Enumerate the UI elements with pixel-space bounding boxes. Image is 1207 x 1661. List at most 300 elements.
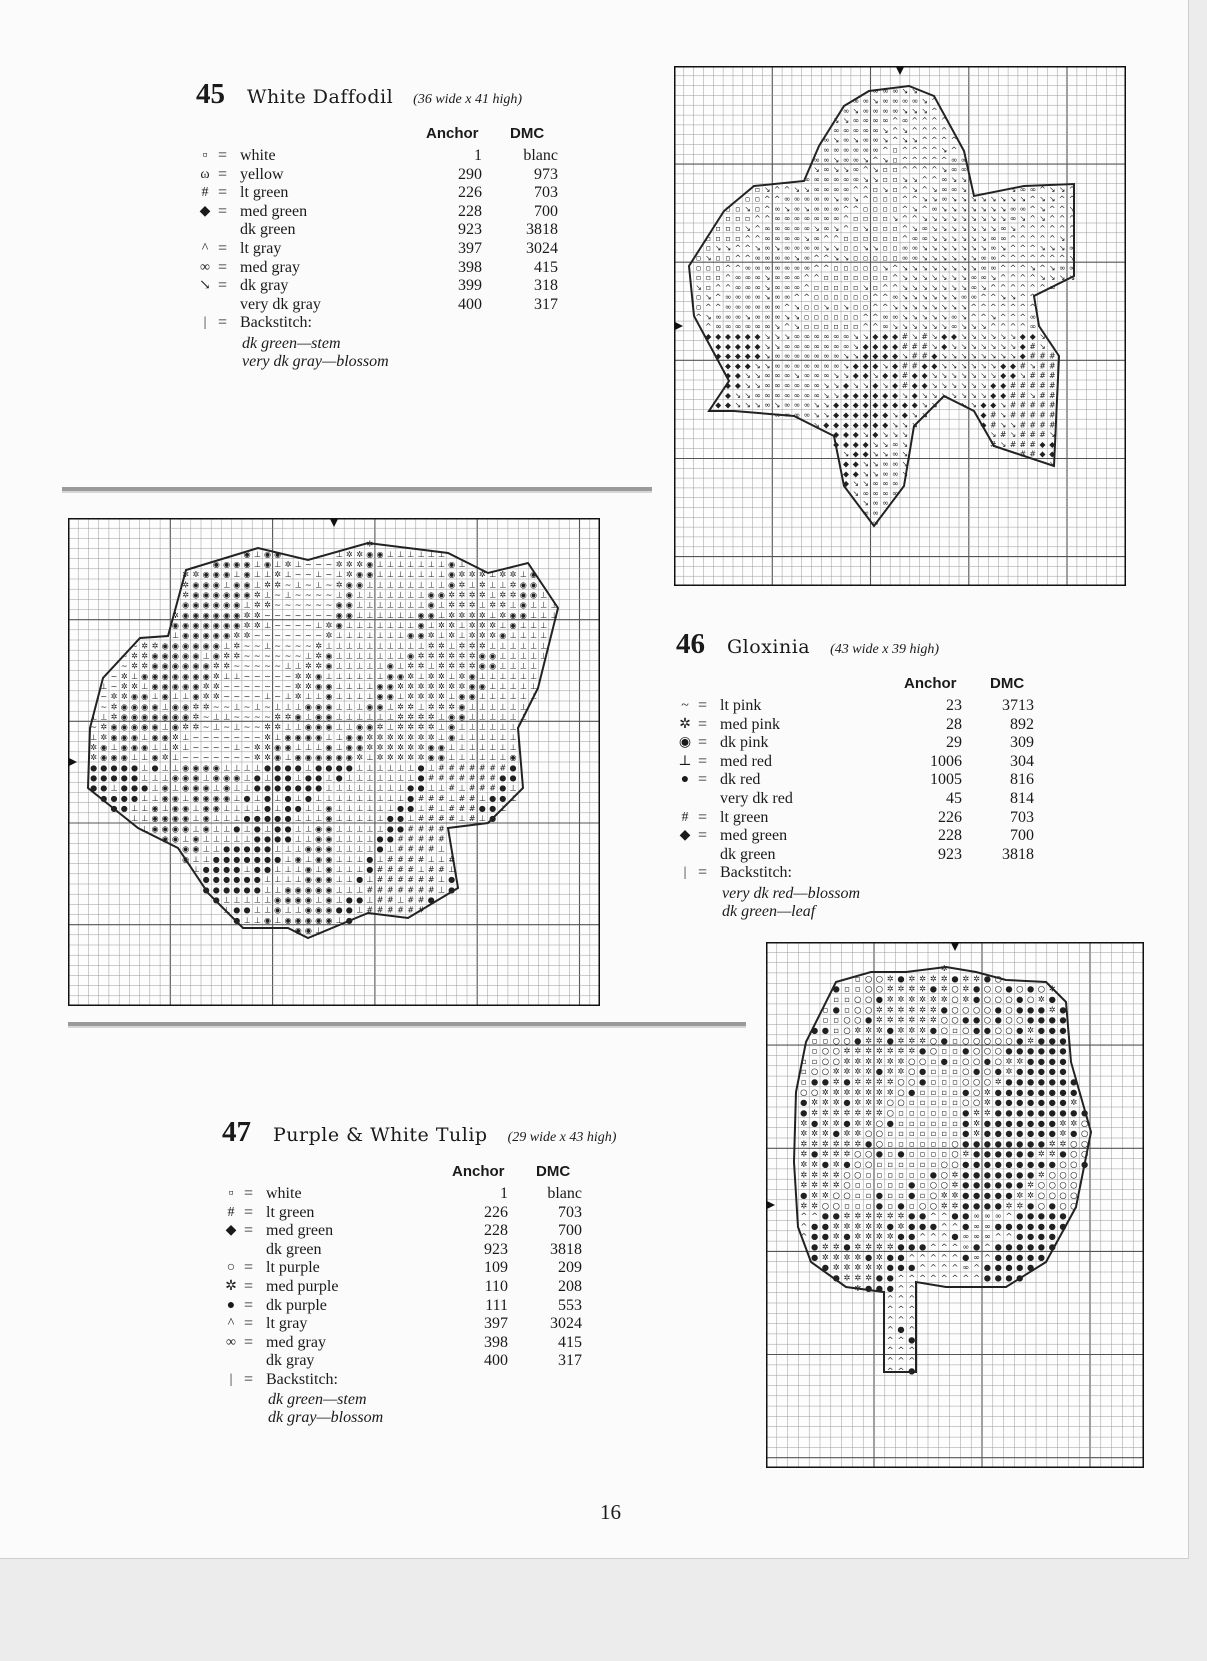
stitch-symbol: ▫ [862,253,869,263]
stitch-symbol: ∞ [999,224,1007,233]
stitch-symbol: ⊥ [396,650,405,661]
stitch-symbol: ✲ [821,1117,829,1128]
stitch-symbol: ⊥ [376,853,384,864]
stitch-symbol: ● [478,803,486,813]
stitch-symbol: ^ [783,184,791,194]
stitch-symbol: ⊥ [345,843,353,854]
key-row [676,809,1076,827]
stitch-symbol: ⊥ [335,782,343,793]
stitch-symbol: ✲ [897,983,905,994]
stitch-symbol: ↘ [793,302,801,312]
stitch-symbol: ✲ [386,752,394,763]
stitch-symbol: ↘ [931,341,938,351]
stitch-symbol: ⊥ [468,731,476,742]
stitch-symbol: # [468,792,476,803]
stitch-symbol: ● [212,853,220,864]
stitch-symbol: ▫ [952,1055,958,1066]
stitch-symbol: ∞ [872,518,879,528]
stitch-symbol: ⊥ [396,792,405,803]
stitch-symbol: ^ [983,1251,991,1262]
stitch-symbol: ⊥ [437,853,445,864]
stitch-symbol: ^ [1009,312,1017,322]
stitch-symbol: ✲ [865,1220,873,1231]
stitch-symbol: ⊥ [182,792,190,803]
stitch-symbol: ▫ [952,1035,958,1046]
stitch-symbol: ● [1037,1210,1046,1221]
stitch-symbol: ^ [891,125,899,135]
stitch-symbol: ^ [882,292,889,302]
stitch-symbol: ○ [821,1200,830,1211]
stitch-symbol: ∞ [872,135,879,145]
stitch-symbol: ● [983,1169,992,1180]
stitch-symbol: ● [366,853,374,864]
stitch-symbol: ↘ [823,381,830,390]
stitch-symbol: ● [962,1251,970,1262]
stitch-symbol: ● [1005,1251,1013,1262]
stitch-symbol: ⊥ [345,884,353,895]
stitch-symbol: ▫ [823,273,829,283]
stitch-symbol: ↘ [940,204,948,214]
stitch-symbol: ↘ [931,282,938,292]
stitch-symbol: ✲ [1016,1055,1024,1066]
stitch-symbol: ∞ [823,361,830,371]
stitch-symbol: ◆ [852,439,859,449]
stitch-symbol: ⊥ [407,548,415,559]
stitch-symbol: ● [335,772,343,783]
stitch-symbol: ∞ [970,273,977,283]
stitch-symbol: # [1049,390,1056,400]
stitch-symbol: ● [489,792,497,803]
stitch-symbol: ◉ [202,609,210,620]
stitch-symbol: ~ [212,701,220,712]
anchor-number: 28 [946,715,962,733]
stitch-symbol: ▫ [735,233,741,243]
stitch-symbol: ▫ [876,1169,883,1180]
color-name: lt gray [266,1315,308,1333]
stitch-symbol: ∞ [793,410,801,420]
stitch-symbol: # [397,874,404,885]
stitch-symbol: ○ [843,1179,851,1190]
stitch-symbol: ○ [1048,1179,1056,1190]
stitch-symbol: ✲ [458,589,466,600]
stitch-symbol: ◉ [192,772,200,783]
stitch-symbol: ⊥ [335,884,343,895]
stitch-symbol: ✲ [875,1045,883,1056]
stitch-symbol: ∞ [813,381,820,390]
stitch-symbol: ^ [1009,322,1017,332]
stitch-symbol: ⊥ [519,569,527,580]
stitch-symbol: ◆ [882,351,889,361]
stitch-symbol: ● [120,762,128,773]
stitch-symbol: ↘ [970,243,977,253]
stitch-symbol: ∞ [901,243,909,253]
stitch-symbol: ^ [811,1210,819,1221]
stitch-symbol: ⊥ [335,630,343,641]
divider-rule-middle [68,1022,746,1028]
stitch-symbol: ∞ [773,224,781,233]
stitch-symbol: ↘ [911,175,918,184]
stitch-symbol: # [417,813,425,824]
stitch-symbol: ✲ [962,994,970,1004]
stitch-symbol: ⊥ [356,599,364,610]
stitch-symbol: ⊥ [284,843,292,854]
stitch-symbol: ⊥ [437,599,445,610]
stitch-symbol: ↘ [891,420,899,430]
equals-sign: = [698,752,708,770]
stitch-symbol: ∞ [852,155,860,165]
stitch-symbol: ○ [897,1086,905,1097]
stitch-symbol: ✲ [407,681,415,691]
stitch-symbol: ▫ [952,1086,958,1097]
chart-symbol: ◆ [225,1223,237,1239]
stitch-symbol: ⊥ [274,843,282,854]
stitch-symbol: ^ [931,96,938,106]
stitch-symbol: ∞ [803,332,810,341]
stitch-symbol: ^ [950,135,958,145]
stitch-symbol: ^ [800,1220,808,1231]
stitch-symbol: ◉ [325,813,333,824]
stitch-symbol: ✲ [832,1148,840,1159]
stitch-symbol: ⊥ [366,579,374,590]
color-name: dk gray [266,1352,315,1370]
stitch-symbol: ● [1048,1107,1056,1118]
stitch-symbol: # [427,803,435,813]
stitch-symbol: ⊥ [366,630,374,641]
key-row [676,864,1076,882]
stitch-symbol: ▫ [862,302,869,312]
stitch-symbol: ~ [264,650,271,661]
stitch-symbol: ● [908,1365,916,1376]
stitch-symbol: ▫ [882,224,888,233]
stitch-symbol: ▫ [823,312,829,322]
stitch-symbol: ● [886,1025,894,1035]
dmc-number: 309 [1010,734,1034,752]
stitch-symbol: ↘ [960,390,968,400]
stitch-symbol: ⊥ [386,843,394,854]
stitch-symbol: ● [929,1169,938,1180]
stitch-symbol: ^ [886,1324,894,1335]
stitch-symbol: ◆ [862,400,869,410]
stitch-symbol: ● [1005,1272,1013,1283]
stitch-symbol: ∞ [813,361,820,371]
stitch-symbol: ↘ [931,273,938,283]
stitch-symbol: ◉ [141,711,149,722]
stitch-symbol: ⊥ [243,599,251,610]
stitch-symbol: ↘ [999,341,1007,351]
stitch-symbol: ⊥ [366,609,374,620]
stitch-symbol: ⊥ [263,904,272,915]
stitch-symbol: ● [983,1138,992,1149]
stitch-symbol: ⊥ [396,640,405,651]
chart-symbol: ✲ [679,716,691,732]
stitch-symbol: ● [1048,1035,1056,1046]
stitch-symbol: ⊥ [499,681,507,691]
stitch-symbol: ⊥ [253,559,261,569]
color-name: med pink [720,715,780,733]
stitch-symbol: ◉ [325,823,333,834]
key-row [196,221,596,239]
stitch-symbol: ∞ [980,253,987,263]
stitch-symbol: ▫ [887,1179,894,1190]
stitch-symbol: ◉ [304,874,312,885]
stitch-symbol: # [407,894,415,905]
stitch-symbol: ∞ [783,243,791,253]
stitch-symbol: ^ [764,204,771,214]
stitch-symbol: ● [1059,1148,1067,1159]
stitch-symbol: ∞ [960,292,968,302]
stitch-symbol: ~ [294,640,302,651]
stitch-symbol: ▫ [800,1066,807,1077]
stitch-symbol: ◆ [823,420,830,430]
stitch-symbol: ● [972,1179,981,1190]
stitch-symbol: ● [832,1210,840,1221]
stitch-symbol: ▫ [853,292,859,302]
stitch-symbol: ⊥ [478,742,486,752]
stitch-symbol: ↘ [1019,214,1027,224]
stitch-symbol: ● [386,833,394,844]
stitch-symbol: ○ [800,1086,808,1097]
stitch-symbol: ◉ [356,742,364,752]
key-header [196,78,596,111]
stitch-symbol: ∞ [754,282,761,292]
stitch-symbol: ● [253,833,261,844]
stitch-symbol: ⊥ [345,823,353,834]
stitch-symbol: ↘ [901,439,909,449]
stitch-symbol: ↘ [960,214,968,224]
stitch-symbol: ^ [754,224,761,233]
color-name: lt green [720,808,769,826]
stitch-symbol: ○ [962,1097,970,1108]
stitch-symbol: ● [130,772,139,783]
stitch-symbol: ◉ [315,711,323,722]
stitch-symbol: # [438,864,445,874]
stitch-symbol: ∞ [990,233,997,243]
stitch-symbol: ∞ [783,292,791,302]
stitch-symbol: ● [994,1262,1002,1273]
stitch-symbol: ○ [864,983,873,994]
stitch-symbol: ↘ [990,194,997,204]
stitch-symbol: # [438,833,445,844]
stitch-symbol: ◆ [882,390,889,400]
stitch-symbol: ✲ [172,742,179,752]
stitch-symbol: ✲ [407,742,415,752]
stitch-symbol: ∞ [813,175,820,184]
stitch-symbol: ^ [901,184,909,194]
color-name: med red [720,752,772,770]
stitch-symbol: ∞ [950,312,958,322]
stitch-symbol: ⊥ [396,579,405,590]
stitch-symbol: ⊥ [437,579,445,590]
stitch-symbol: ○ [951,1014,959,1025]
stitch-symbol: ◉ [120,721,128,732]
stitch-symbol: ✲ [854,1086,862,1097]
stitch-symbol: ⊥ [407,762,415,773]
stitch-symbol: ^ [901,194,909,204]
key-row [676,827,1076,845]
stitch-symbol: ○ [1059,1200,1067,1211]
stitch-symbol: ✲ [448,660,456,671]
stitch-symbol: # [1039,361,1046,371]
stitch-symbol: ✲ [458,681,466,691]
stitch-symbol: ↘ [980,322,987,332]
stitch-symbol: ^ [800,1231,808,1242]
stitch-symbol: ✲ [120,681,128,691]
stitch-symbol: ✲ [499,569,507,580]
backstitch-note: dk green—leaf [722,903,816,920]
stitch-symbol: ⊥ [366,874,374,885]
stitch-symbol: ● [120,772,128,783]
stitch-symbol: ↘ [1009,332,1017,341]
stitch-symbol: # [1019,361,1027,371]
stitch-symbol: ● [1059,1086,1067,1097]
stitch-symbol: ✲ [929,994,937,1004]
stitch-symbol: ● [1016,1076,1024,1087]
stitch-symbol: # [397,833,404,844]
stitch-symbol: ~ [192,731,200,742]
stitch-symbol: ✲ [223,660,230,671]
stitch-symbol: ● [90,782,98,793]
stitch-symbol: ⊥ [356,904,364,915]
stitch-symbol: ↘ [999,214,1007,224]
stitch-symbol: ⊥ [407,589,415,600]
color-name: dk purple [266,1296,327,1314]
stitch-symbol: ⊥ [356,803,364,813]
stitch-symbol: ⊥ [489,681,497,691]
stitch-symbol: ● [345,914,353,925]
stitch-symbol: ◉ [325,803,333,813]
stitch-symbol: ⊥ [171,762,179,773]
stitch-symbol: ↘ [940,361,948,371]
stitch-symbol: ∞ [901,253,909,263]
stitch-symbol: ◉ [161,813,169,824]
stitch-symbol: ↘ [842,302,850,312]
stitch-symbol: # [397,904,404,915]
stitch-symbol: ◆ [715,351,722,361]
stitch-symbol: ⊥ [366,762,374,773]
stitch-symbol: ⊥ [212,843,220,854]
stitch-symbol: ^ [931,175,938,184]
stitch-symbol: ▫ [941,1066,948,1077]
stitch-symbol: ↘ [990,351,997,361]
stitch-symbol: # [438,772,445,783]
anchor-number: 226 [484,1203,508,1221]
stitch-symbol: ⊥ [335,914,343,925]
stitch-symbol: ∞ [803,361,810,371]
stitch-symbol: ◉ [458,701,466,712]
stitch-symbol: ● [315,782,323,793]
stitch-symbol: ◉ [212,599,220,610]
stitch-symbol: ◉ [192,579,200,590]
stitch-symbol: ↘ [1039,243,1046,253]
stitch-symbol: ◉ [182,853,190,864]
stitch-symbol: ✲ [264,721,271,732]
stitch-symbol: ↘ [1058,184,1066,194]
stitch-symbol: ● [1016,1272,1024,1283]
stitch-symbol: ⊥ [141,813,149,824]
stitch-symbol: ⊥ [304,742,312,752]
stitch-symbol: ▫ [833,1025,840,1035]
equals-sign: = [244,1315,254,1333]
stitch-symbol: ⊥ [335,721,343,732]
stitch-symbol: ⊥ [192,813,200,824]
stitch-symbol: ∞ [793,390,801,400]
stitch-symbol: ⊥ [202,833,210,844]
stitch-symbol: ∞ [813,332,820,341]
chart-symbol: ~ [681,698,689,713]
stitch-symbol: ~ [223,691,230,702]
stitch-symbol: ^ [940,1251,948,1262]
stitch-symbol: ● [130,762,139,773]
stitch-symbol: ○ [1037,983,1046,994]
stitch-symbol: ⊥ [509,660,517,671]
stitch-symbol: ⊥ [223,823,231,834]
stitch-symbol: ⊥ [151,691,159,702]
stitch-symbol: ⊥ [529,599,538,610]
stitch-symbol: ◆ [833,439,840,449]
stitch-symbol: ○ [929,1179,938,1190]
stitch-symbol: ~ [325,599,333,610]
stitch-symbol: ^ [970,302,977,312]
stitch-symbol: ▫ [898,1159,904,1169]
stitch-symbol: ▫ [919,1107,926,1118]
stitch-symbol: ✲ [468,609,476,620]
stitch-symbol: # [489,772,496,783]
stitch-symbol: ✲ [438,660,445,671]
stitch-symbol: ● [1026,1262,1035,1273]
stitch-symbol: ◉ [161,823,169,834]
stitch-symbol: ● [972,1190,981,1200]
stitch-symbol: ↘ [960,312,968,322]
stitch-symbol: ↘ [862,332,869,341]
stitch-symbol: ● [1080,1159,1089,1169]
stitch-symbol: ✲ [478,589,486,600]
stitch-symbol: ○ [1005,994,1013,1004]
stitch-symbol: ^ [931,125,938,135]
stitch-symbol: ∞ [832,204,840,214]
stitch-symbol: ⊥ [468,752,476,763]
stitch-symbol: ● [243,874,251,885]
stitch-symbol: ⊥ [417,559,425,569]
stitch-symbol: ✲ [832,1097,840,1108]
stitch-symbol: ✲ [478,569,486,580]
stitch-symbol: ∞ [823,204,830,214]
stitch-symbol: ● [233,884,241,895]
stitch-symbol: ↘ [1029,361,1036,371]
stitch-symbol: ○ [1016,1014,1024,1025]
stitch-symbol: ◉ [182,782,190,793]
stitch-symbol: ● [1059,1035,1067,1046]
stitch-symbol: ∞ [891,292,899,302]
stitch-symbol: ◉ [437,589,445,600]
color-name: med green [240,202,308,220]
stitch-symbol: ⊥ [274,701,282,712]
stitch-symbol: ^ [1029,214,1036,224]
stitch-symbol: ✲ [325,630,333,641]
stitch-symbol: ↘ [862,469,869,479]
stitch-symbol: ● [994,1138,1002,1149]
stitch-symbol: ● [263,864,272,874]
stitch-symbol: ◉ [315,670,323,681]
stitch-symbol: ↘ [950,351,958,361]
stitch-symbol: ● [1037,1025,1046,1035]
stitch-symbol: ◆ [715,341,722,351]
stitch-symbol: ∞ [872,508,879,518]
stitch-symbol: ◉ [519,579,527,590]
stitch-symbol: ● [417,782,425,793]
stitch-symbol: ◆ [1049,449,1056,459]
stitch-symbol: ◉ [376,681,384,691]
stitch-symbol: ~ [284,681,292,691]
